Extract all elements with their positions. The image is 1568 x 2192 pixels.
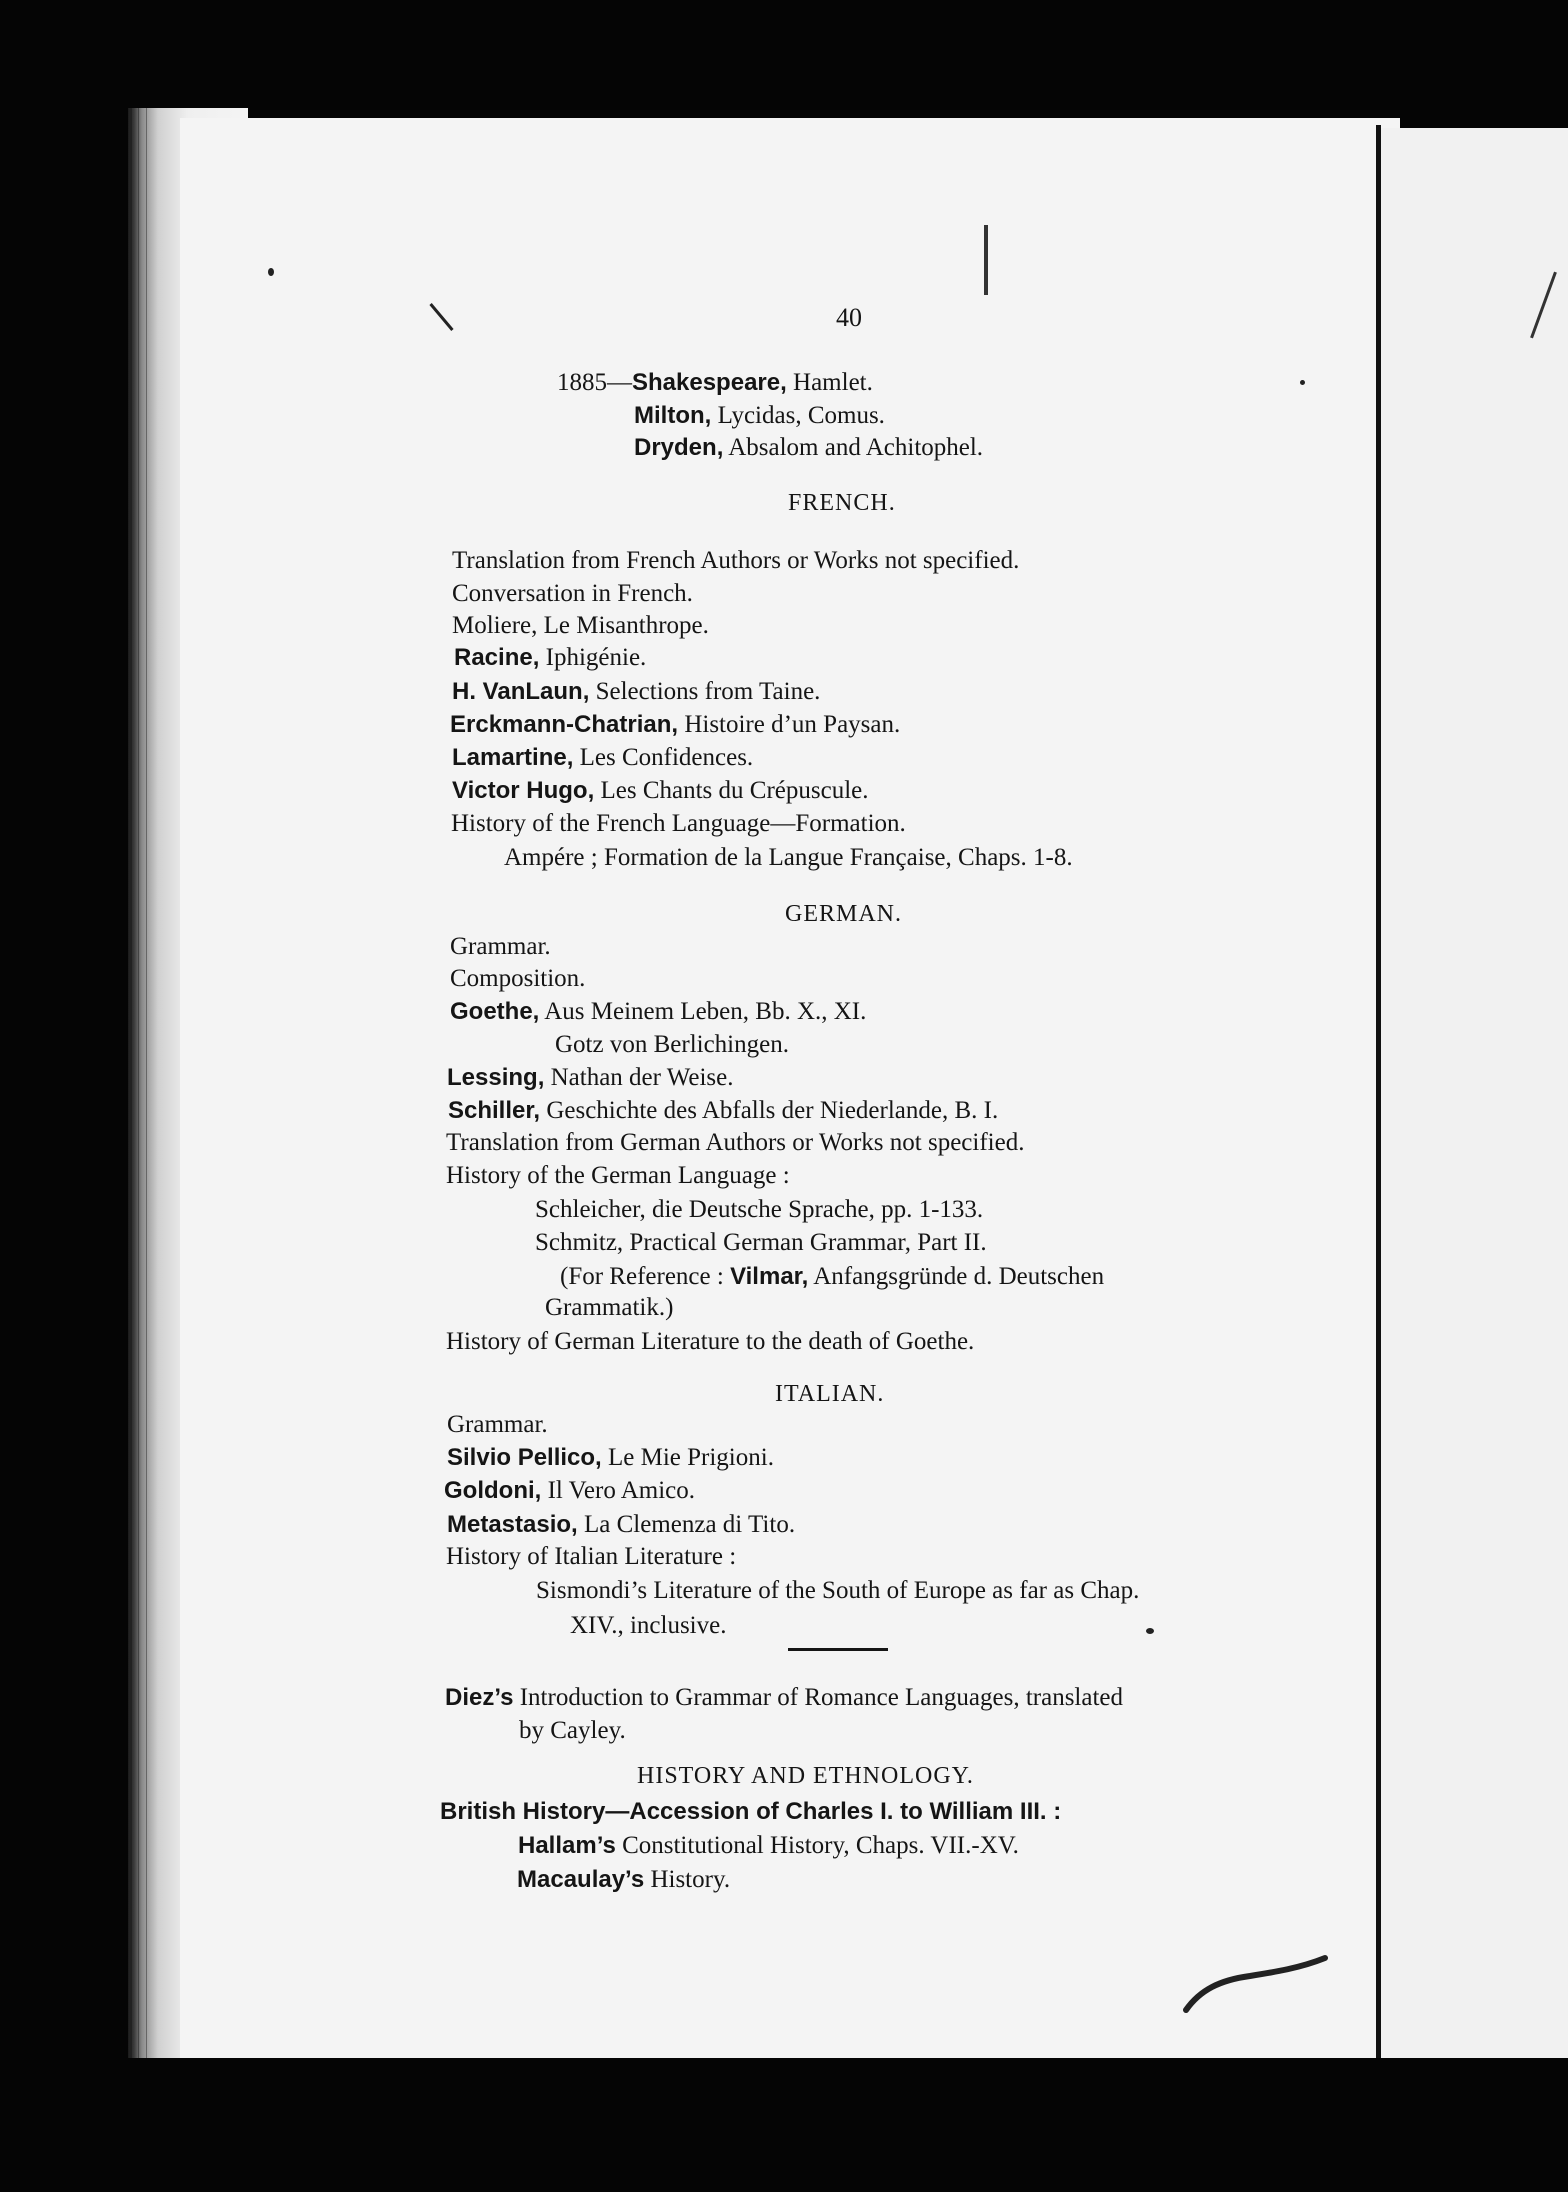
line-ampere bbox=[504, 843, 1073, 873]
line-cayley bbox=[519, 1716, 626, 1746]
line-grammatik bbox=[545, 1293, 673, 1323]
page-number: 40 bbox=[836, 303, 862, 332]
line-text: GERMAN. bbox=[785, 901, 903, 927]
line-hugo bbox=[452, 776, 869, 806]
line-erckmann bbox=[450, 710, 900, 740]
bold-author: Lessing, bbox=[447, 1064, 545, 1091]
bold-author: Goethe, bbox=[450, 998, 540, 1025]
bold-author: H. VanLaun, bbox=[452, 678, 590, 705]
line-french-translation bbox=[452, 546, 1019, 576]
line-text: Schmitz, Practical German Grammar, Part II. bbox=[535, 1229, 987, 1256]
line-goethe bbox=[450, 997, 866, 1027]
line-text: La Clemenza di Tito. bbox=[577, 1511, 796, 1538]
bold-author: Diez’s bbox=[445, 1684, 514, 1711]
line-text: Aus Meinem Leben, Bb. X., XI. bbox=[539, 998, 867, 1025]
line-text: Moliere, Le Misanthrope. bbox=[452, 612, 709, 639]
section-rule bbox=[788, 1648, 888, 1651]
line-text: Ampére ; Formation de la Langue Française, Chaps. 1-8. bbox=[504, 844, 1073, 871]
line-pellico bbox=[447, 1443, 774, 1473]
line-text: Geschichte des Abfalls der Niederlande, B. I. bbox=[540, 1097, 999, 1124]
bold-author: Victor Hugo, bbox=[452, 777, 595, 804]
line-text: Introduction to Grammar of Romance Languages, translated bbox=[513, 1684, 1124, 1711]
bold-author: Goldoni, bbox=[444, 1477, 542, 1504]
line-text: Absalom and Achitophel. bbox=[723, 434, 984, 461]
line-german-translation bbox=[446, 1128, 1024, 1158]
line-schmitz bbox=[535, 1228, 987, 1258]
line-racine bbox=[454, 643, 646, 673]
line-hallam bbox=[518, 1831, 1019, 1861]
line-moliere bbox=[452, 611, 709, 641]
line-text: Translation from French Authors or Works not specified. bbox=[452, 547, 1020, 574]
line-text: Iphigénie. bbox=[539, 644, 647, 671]
line-german-literature bbox=[446, 1327, 974, 1357]
bold-author: Schiller, bbox=[448, 1097, 541, 1124]
line-text: 1885— bbox=[557, 369, 632, 396]
line-text: Il Vero Amico. bbox=[541, 1477, 695, 1504]
line-diez bbox=[445, 1683, 1123, 1713]
heading-french bbox=[788, 488, 896, 518]
line-text: Hamlet. bbox=[786, 369, 873, 396]
line-text: Translation from German Authors or Works not specified. bbox=[446, 1129, 1025, 1156]
line-german-composition bbox=[450, 964, 585, 994]
line-macaulay bbox=[517, 1865, 730, 1895]
line-lamartine bbox=[452, 743, 753, 773]
line-text: Grammatik.) bbox=[545, 1294, 674, 1321]
bold-author: Silvio Pellico, bbox=[447, 1444, 602, 1471]
line-british-history bbox=[440, 1797, 1061, 1827]
line-french-conversation bbox=[452, 579, 693, 609]
bold-author: Milton, bbox=[634, 402, 712, 429]
line-text: Constitutional History, Chaps. VII.-XV. bbox=[615, 1832, 1019, 1859]
line-text: Lycidas, Comus. bbox=[711, 402, 885, 429]
line-metastasio bbox=[447, 1510, 795, 1540]
line-vilmar bbox=[560, 1262, 1104, 1292]
bold-author: Hallam’s bbox=[518, 1832, 616, 1859]
line-sismondi-cont bbox=[570, 1611, 726, 1641]
line-text: History of the German Language : bbox=[446, 1162, 790, 1189]
line-text: XIV., inclusive. bbox=[570, 1612, 727, 1639]
line-text: FRENCH. bbox=[788, 490, 896, 516]
line-schiller bbox=[448, 1096, 998, 1126]
line-sismondi bbox=[536, 1576, 1139, 1606]
line-text: History. bbox=[644, 1866, 731, 1893]
line-schleicher bbox=[535, 1195, 983, 1225]
line-text: ITALIAN. bbox=[775, 1381, 885, 1407]
line-text: History of the French Language—Formation. bbox=[451, 810, 906, 837]
line-milton bbox=[634, 401, 885, 431]
bold-author: British History—Accession of Charles I. to William III. : bbox=[440, 1798, 1062, 1825]
line-text: Grammar. bbox=[450, 933, 551, 960]
bold-author: Dryden, bbox=[634, 434, 724, 461]
heading-german bbox=[785, 899, 902, 929]
bold-author: Vilmar, bbox=[730, 1263, 809, 1290]
line-vanlaun bbox=[452, 677, 820, 707]
bold-author: Macaulay’s bbox=[517, 1866, 645, 1893]
line-german-history bbox=[446, 1161, 790, 1191]
line-gotz bbox=[555, 1030, 789, 1060]
heading-history bbox=[637, 1761, 974, 1791]
line-german-grammar bbox=[450, 932, 551, 962]
bold-author: Erckmann-Chatrian, bbox=[450, 711, 679, 738]
line-dryden bbox=[634, 433, 983, 463]
line-text: Sismondi’s Literature of the South of Europe as far as Chap. bbox=[536, 1577, 1140, 1604]
line-text: Grammar. bbox=[447, 1411, 548, 1438]
line-text: Anfangsgründe d. Deutschen bbox=[808, 1263, 1105, 1290]
line-french-history bbox=[451, 809, 906, 839]
line-lessing bbox=[447, 1063, 733, 1093]
line-text: Histoire d’un Paysan. bbox=[678, 711, 901, 738]
line-italian-history bbox=[446, 1542, 736, 1572]
heading-italian bbox=[775, 1379, 884, 1409]
bold-author: Shakespeare, bbox=[632, 369, 787, 396]
bold-author: Metastasio, bbox=[447, 1511, 578, 1538]
line-goldoni bbox=[444, 1476, 695, 1506]
line-text: Selections from Taine. bbox=[589, 678, 821, 705]
line-text: Les Chants du Crépuscule. bbox=[594, 777, 869, 804]
line-text: Gotz von Berlichingen. bbox=[555, 1031, 789, 1058]
line-text: Conversation in French. bbox=[452, 580, 693, 607]
line-text: Schleicher, die Deutsche Sprache, pp. 1-133. bbox=[535, 1196, 984, 1223]
line-text: HISTORY AND ETHNOLOGY. bbox=[637, 1763, 974, 1789]
bold-author: Lamartine, bbox=[452, 744, 574, 771]
line-1885 bbox=[557, 368, 873, 398]
bold-author: Racine, bbox=[454, 644, 540, 671]
line-text: History of German Literature to the death of Goethe. bbox=[446, 1328, 975, 1355]
line-text: by Cayley. bbox=[519, 1717, 626, 1744]
line-text: Les Confidences. bbox=[573, 744, 754, 771]
line-text: Nathan der Weise. bbox=[544, 1064, 734, 1091]
line-text: Le Mie Prigioni. bbox=[601, 1444, 774, 1471]
line-text: Composition. bbox=[450, 965, 586, 992]
line-text: (For Reference : bbox=[560, 1263, 731, 1290]
line-italian-grammar bbox=[447, 1410, 548, 1440]
line-text: History of Italian Literature : bbox=[446, 1543, 737, 1570]
